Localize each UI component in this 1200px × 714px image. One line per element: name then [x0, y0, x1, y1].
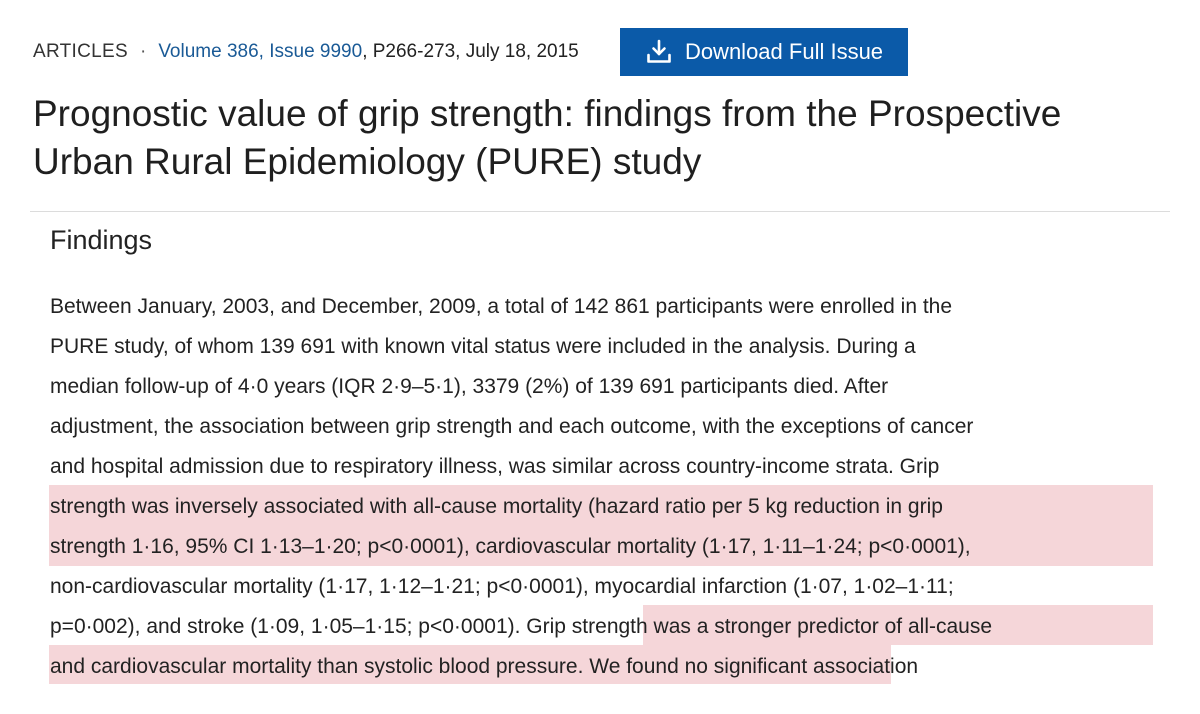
findings-line: strength 1·16, 95% CI 1·13–1·20; p<0·0001), cardiovascular mortality (1·17, 1·11–1·24; p<0·0001),	[50, 535, 971, 558]
findings-line: and cardiovascular mortality than systolic blood pressure. We found no significant association	[50, 655, 919, 678]
article-title-line-1: Prognostic value of grip strength: findings from the Prospective	[33, 93, 1062, 134]
article-section-label: ARTICLES	[33, 41, 128, 62]
findings-line: and hospital admission due to respiratory illness, was similar across country-income strata. Grip	[50, 455, 940, 478]
findings-line: median follow-up of 4·0 years (IQR 2·9–5·1), 3379 (2%) of 139 691 participants died. After	[50, 375, 889, 398]
article-title-line-2: Urban Rural Epidemiology (PURE) study	[33, 141, 702, 182]
download-icon	[645, 38, 673, 66]
findings-line: p=0·002), and stroke (1·09, 1·05–1·15; p<0·0001). Grip strength was a stronger predictor of all-cause	[50, 615, 993, 638]
article-meta	[33, 28, 579, 76]
download-full-issue-button[interactable]	[620, 28, 908, 76]
meta-separator: ·	[139, 41, 147, 62]
findings-line: non-cardiovascular mortality (1·17, 1·12–1·21; p<0·0001), myocardial infarction (1·07, 1·02–1·11;	[50, 575, 954, 598]
findings-line: PURE study, of whom 139 691 with known vital status were included in the analysis. During a	[50, 335, 916, 358]
findings-line: adjustment, the association between grip strength and each outcome, with the exceptions of cancer	[50, 415, 974, 438]
findings-heading: Findings	[50, 225, 153, 255]
findings-paragraph	[50, 287, 1160, 687]
pages-date-text: , P266-273, July 18, 2015	[362, 41, 579, 62]
findings-line: Between January, 2003, and December, 2009, a total of 142 861 participants were enrolled in the	[50, 295, 953, 318]
findings-line: strength was inversely associated with all-cause mortality (hazard ratio per 5 kg reduction in grip	[50, 495, 943, 518]
section-divider	[30, 211, 1170, 212]
download-button-label: Download Full Issue	[684, 39, 884, 64]
volume-issue-link[interactable]: Volume 386, Issue 9990	[158, 41, 363, 62]
article-title	[33, 90, 1153, 186]
